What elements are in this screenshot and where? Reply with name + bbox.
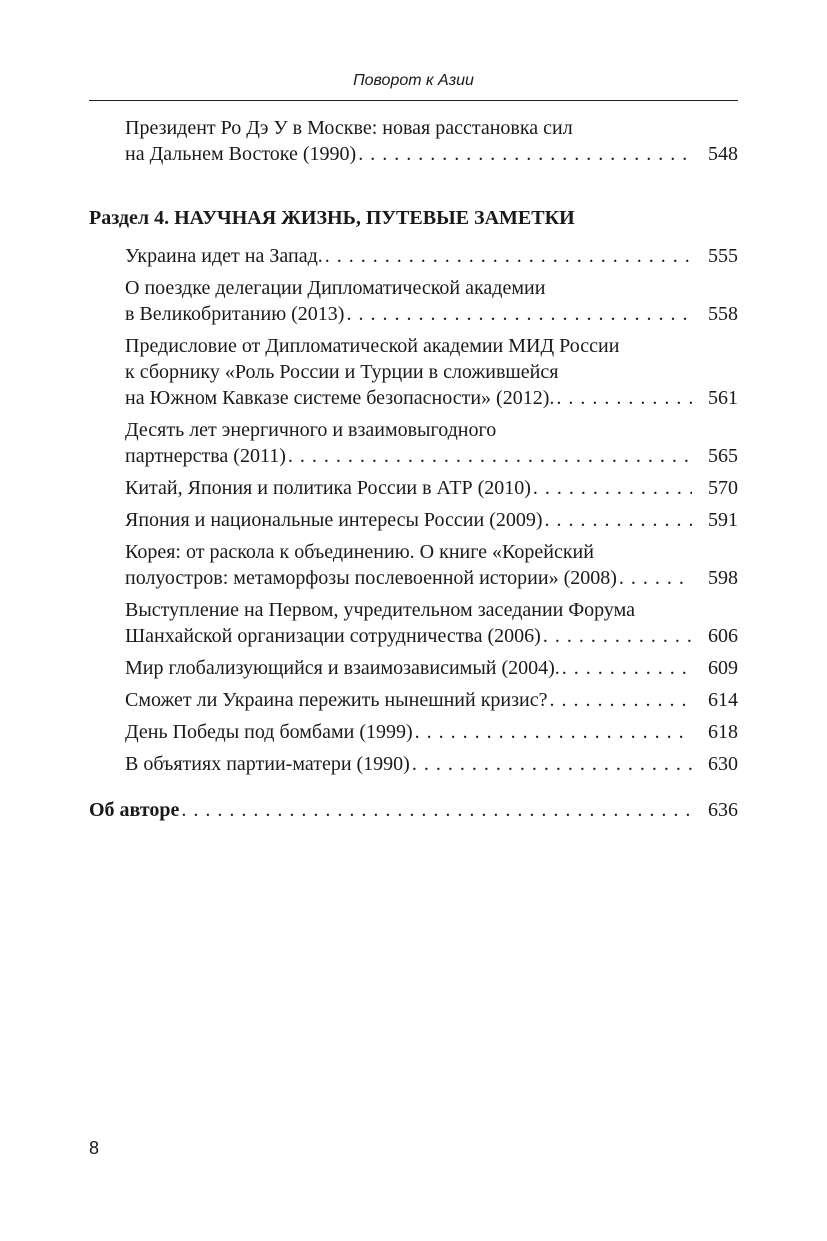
toc-entry-line: Предисловие от Дипломатической академии МИД России — [125, 335, 620, 357]
leader-dots — [619, 565, 692, 591]
leader-dots — [181, 797, 692, 823]
toc-entry-line: Выступление на Первом, учредительном заседании Форума — [125, 599, 636, 621]
toc-page-number: 555 — [708, 245, 738, 267]
toc-entry[interactable] — [89, 417, 738, 469]
leader-dots — [562, 655, 692, 681]
toc-entry[interactable] — [89, 333, 738, 411]
toc-entry-author[interactable] — [89, 797, 738, 823]
toc-page-number: 548 — [708, 143, 738, 165]
header-rule — [89, 100, 738, 101]
toc-page-number: 636 — [708, 799, 738, 821]
toc-page-number: 558 — [708, 303, 738, 325]
toc-entry-line: Сможет ли Украина пережить нынешний кризис? — [125, 689, 548, 711]
toc-entry-line: Япония и национальные интересы России (2009) — [125, 509, 543, 531]
section-entries — [89, 243, 738, 777]
leader-dots — [549, 687, 692, 713]
toc-entry-line: Украина идет на Запад. — [125, 245, 323, 267]
toc-entry[interactable] — [89, 475, 738, 501]
toc-entry[interactable] — [89, 243, 738, 269]
toc-page-number: 591 — [708, 509, 738, 531]
table-of-contents — [89, 115, 738, 823]
toc-page-number: 618 — [708, 721, 738, 743]
toc-page-number: 561 — [708, 387, 738, 409]
toc-entry[interactable] — [89, 687, 738, 713]
leader-dots — [545, 507, 692, 533]
toc-entry[interactable] — [89, 597, 738, 649]
toc-entry[interactable] — [89, 655, 738, 681]
toc-entry[interactable] — [89, 507, 738, 533]
leader-dots — [412, 751, 692, 777]
page-folio: 8 — [89, 1138, 100, 1158]
toc-entry-line: В объятиях партии-матери (1990) — [125, 753, 410, 775]
toc-entry[interactable] — [89, 539, 738, 591]
leader-dots — [415, 719, 692, 745]
leader-dots — [325, 243, 692, 269]
toc-entry-line: в Великобританию (2013) — [125, 303, 345, 325]
running-head: Поворот к Азии — [353, 72, 474, 89]
toc-entry-line: Мир глобализующийся и взаимозависимый (2004). — [125, 657, 560, 679]
leader-dots — [288, 443, 692, 469]
toc-page-number: 570 — [708, 477, 738, 499]
toc-entry[interactable] — [89, 751, 738, 777]
leader-dots — [358, 141, 692, 167]
toc-entry-line: Президент Ро Дэ У в Москве: новая расстановка сил — [125, 117, 573, 139]
author-label: Об авторе — [89, 799, 180, 821]
toc-entry-top[interactable] — [89, 115, 738, 167]
toc-entry[interactable] — [89, 275, 738, 327]
toc-entry-line: на Дальнем Востоке (1990) — [125, 143, 357, 165]
toc-entry-line: Десять лет энергичного и взаимовыгодного — [125, 419, 497, 441]
toc-entry[interactable] — [89, 719, 738, 745]
toc-entry-line: на Южном Кавказе системе безопасности» (2012). — [125, 387, 555, 409]
leader-dots — [543, 623, 692, 649]
toc-entry-line: День Победы под бомбами (1999) — [125, 721, 413, 743]
toc-entry-line: Китай, Япония и политика России в АТР (2010) — [125, 477, 531, 499]
section-title: Раздел 4. НАУЧНАЯ ЖИЗНЬ, ПУТЕВЫЕ ЗАМЕТКИ — [89, 207, 575, 229]
leader-dots — [346, 301, 692, 327]
toc-page-number: 565 — [708, 445, 738, 467]
toc-page-number: 606 — [708, 625, 738, 647]
toc-page-number: 598 — [708, 567, 738, 589]
toc-page-number: 609 — [708, 657, 738, 679]
toc-entry-line: Корея: от раскола к объединению. О книге «Корейский — [125, 541, 594, 563]
toc-entry-line: к сборнику «Роль России и Турции в сложившейся — [125, 361, 559, 383]
toc-entry-line: полуостров: метаморфозы послевоенной истории» (2008) — [125, 567, 617, 589]
toc-entry-line: О поездке делегации Дипломатической академии — [125, 277, 546, 299]
leader-dots — [533, 475, 692, 501]
toc-entry-line: Шанхайской организации сотрудничества (2006) — [125, 625, 541, 647]
toc-page-number: 614 — [708, 689, 738, 711]
toc-entry-line: партнерства (2011) — [125, 445, 286, 467]
leader-dots — [556, 385, 692, 411]
toc-page-number: 630 — [708, 753, 738, 775]
